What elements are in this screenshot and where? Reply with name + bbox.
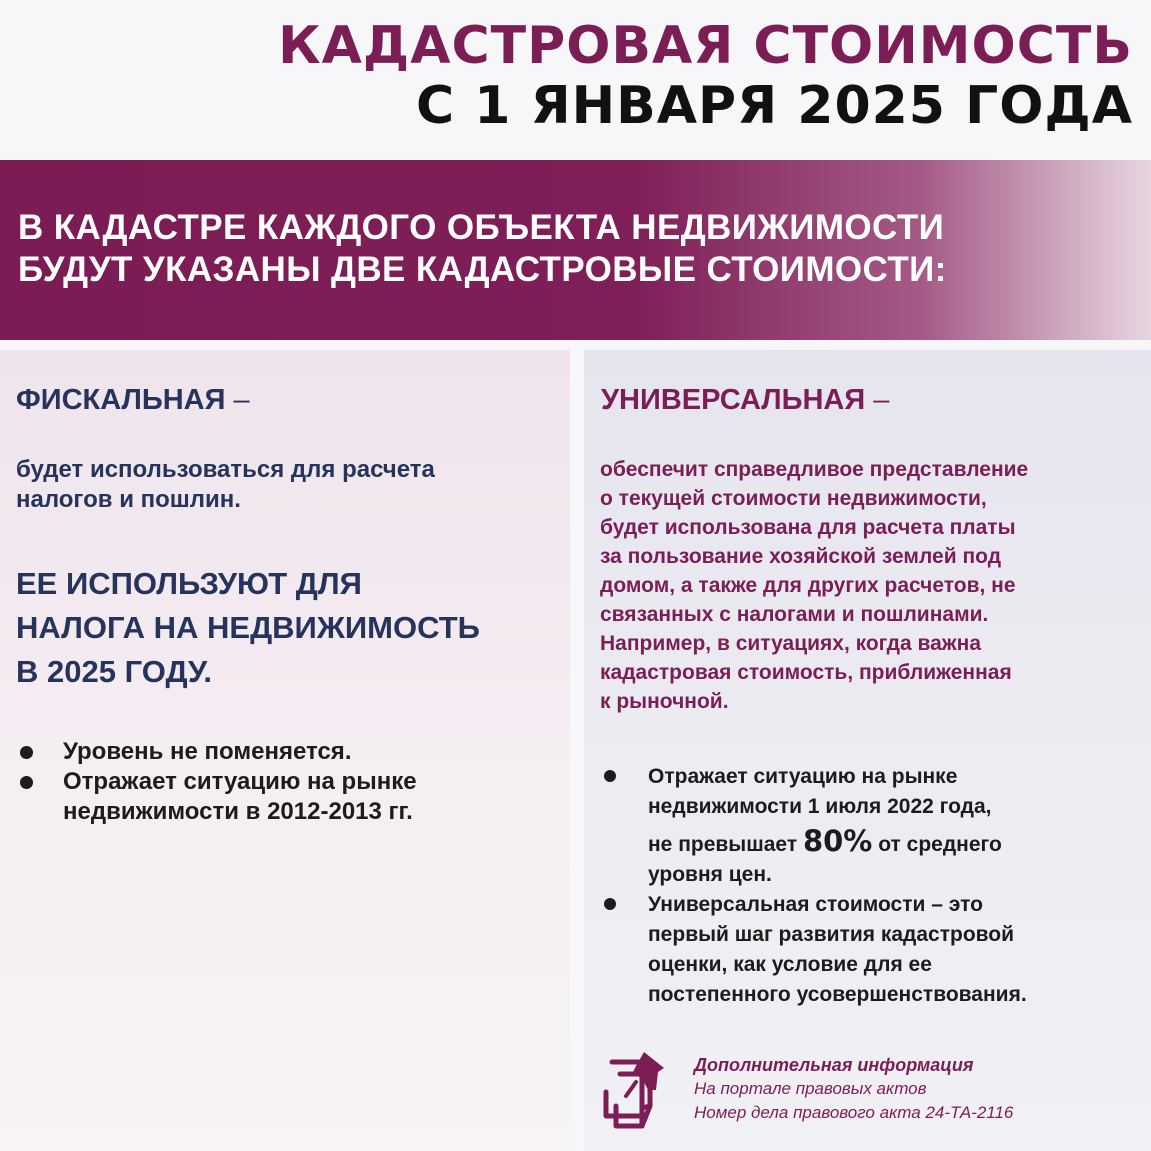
fiscal-emphasis-line: НАЛОГА НА НЕДВИЖИМОСТЬ (16, 610, 480, 645)
list-item (16, 767, 556, 827)
pinned-notes-icon (592, 1046, 678, 1132)
banner-line-1: В КАДАСТРЕ КАЖДОГО ОБЪЕКТА НЕДВИЖИМОСТИ (18, 208, 945, 247)
fiscal-emphasis-line: ЕЕ ИСПОЛЬЗУЮТ ДЛЯ (16, 566, 362, 601)
bullet-text: оценки, как условие для ее (648, 953, 932, 976)
universal-description-line: связанных с налогами и пошлинами. (600, 603, 989, 626)
bullet-text: недвижимости в 2012-2013 гг. (63, 798, 413, 825)
footer-info (694, 1053, 1013, 1125)
bullet-text: Универсальная стоимости – это (648, 893, 983, 916)
percent-figure: 80% (802, 824, 873, 858)
list-item (601, 762, 1141, 890)
fiscal-heading-dash: – (233, 384, 250, 416)
universal-description (600, 455, 1145, 716)
universal-heading-dash: – (873, 384, 890, 416)
universal-description-line: Например, в ситуациях, когда важна (600, 632, 982, 655)
bullet-text: постепенного усовершенствования. (648, 983, 1027, 1006)
bullet-text: от среднего (878, 833, 1002, 856)
fiscal-heading (16, 384, 250, 417)
bullet-dot-icon (20, 746, 33, 759)
universal-description-line: обеспечит справедливое представление (600, 458, 1029, 481)
banner-line-2: БУДУТ УКАЗАНЫ ДВЕ КАДАСТРОВЫЕ СТОИМОСТИ: (18, 250, 947, 289)
footer-line-portal: На портале правовых актов (694, 1079, 927, 1098)
fiscal-emphasis (16, 562, 561, 694)
fiscal-description-line: будет использоваться для расчета (16, 456, 435, 483)
universal-description-line: кадастровая стоимость, приближенная (600, 661, 1012, 684)
banner-text (18, 207, 947, 291)
fiscal-bullet-list (16, 737, 556, 827)
fiscal-description-line: налогов и пошлин. (16, 486, 241, 513)
bullet-text: Отражает ситуацию на рынке (63, 768, 417, 795)
universal-description-line: домом, а также для других расчетов, не (600, 574, 1016, 597)
bullet-text: Уровень не поменяется. (63, 738, 352, 765)
bullet-dot-icon (20, 776, 33, 789)
fiscal-emphasis-line: В 2025 ГОДУ. (16, 654, 212, 689)
fiscal-description (16, 455, 556, 515)
footer-line-case-number: Номер дела правового акта 24-ТА-2116 (694, 1103, 1014, 1122)
list-item (16, 737, 556, 767)
universal-description-line: за пользование хозяйской землей под (600, 545, 1002, 568)
bullet-text: первый шаг развития кадастровой (648, 923, 1015, 946)
title-line-2: С 1 ЯНВАРЯ 2025 ГОДА (416, 76, 1133, 136)
bullet-dot-icon (604, 898, 616, 910)
universal-description-line: о текущей стоимости недвижимости, (600, 487, 987, 510)
title-line-1: КАДАСТРОВАЯ СТОИМОСТЬ (278, 16, 1133, 76)
bullet-text: не превышает (648, 833, 798, 856)
bullet-text: Отражает ситуацию на рынке (648, 765, 958, 788)
universal-heading (601, 384, 889, 417)
footer-title: Дополнительная информация (694, 1055, 974, 1075)
universal-heading-label: УНИВЕРСАЛЬНАЯ (601, 384, 866, 416)
universal-description-line: будет использована для расчета платы (600, 516, 1016, 539)
bullet-text: недвижимости 1 июля 2022 года, (648, 795, 992, 818)
bullet-text-with-figure (648, 826, 1141, 860)
universal-bullet-list (601, 762, 1141, 1010)
bullet-text: уровня цен. (648, 863, 772, 886)
fiscal-heading-label: ФИСКАЛЬНАЯ (16, 384, 226, 416)
bullet-dot-icon (604, 770, 616, 782)
list-item (601, 890, 1141, 1010)
universal-description-line: к рыночной. (600, 690, 729, 713)
